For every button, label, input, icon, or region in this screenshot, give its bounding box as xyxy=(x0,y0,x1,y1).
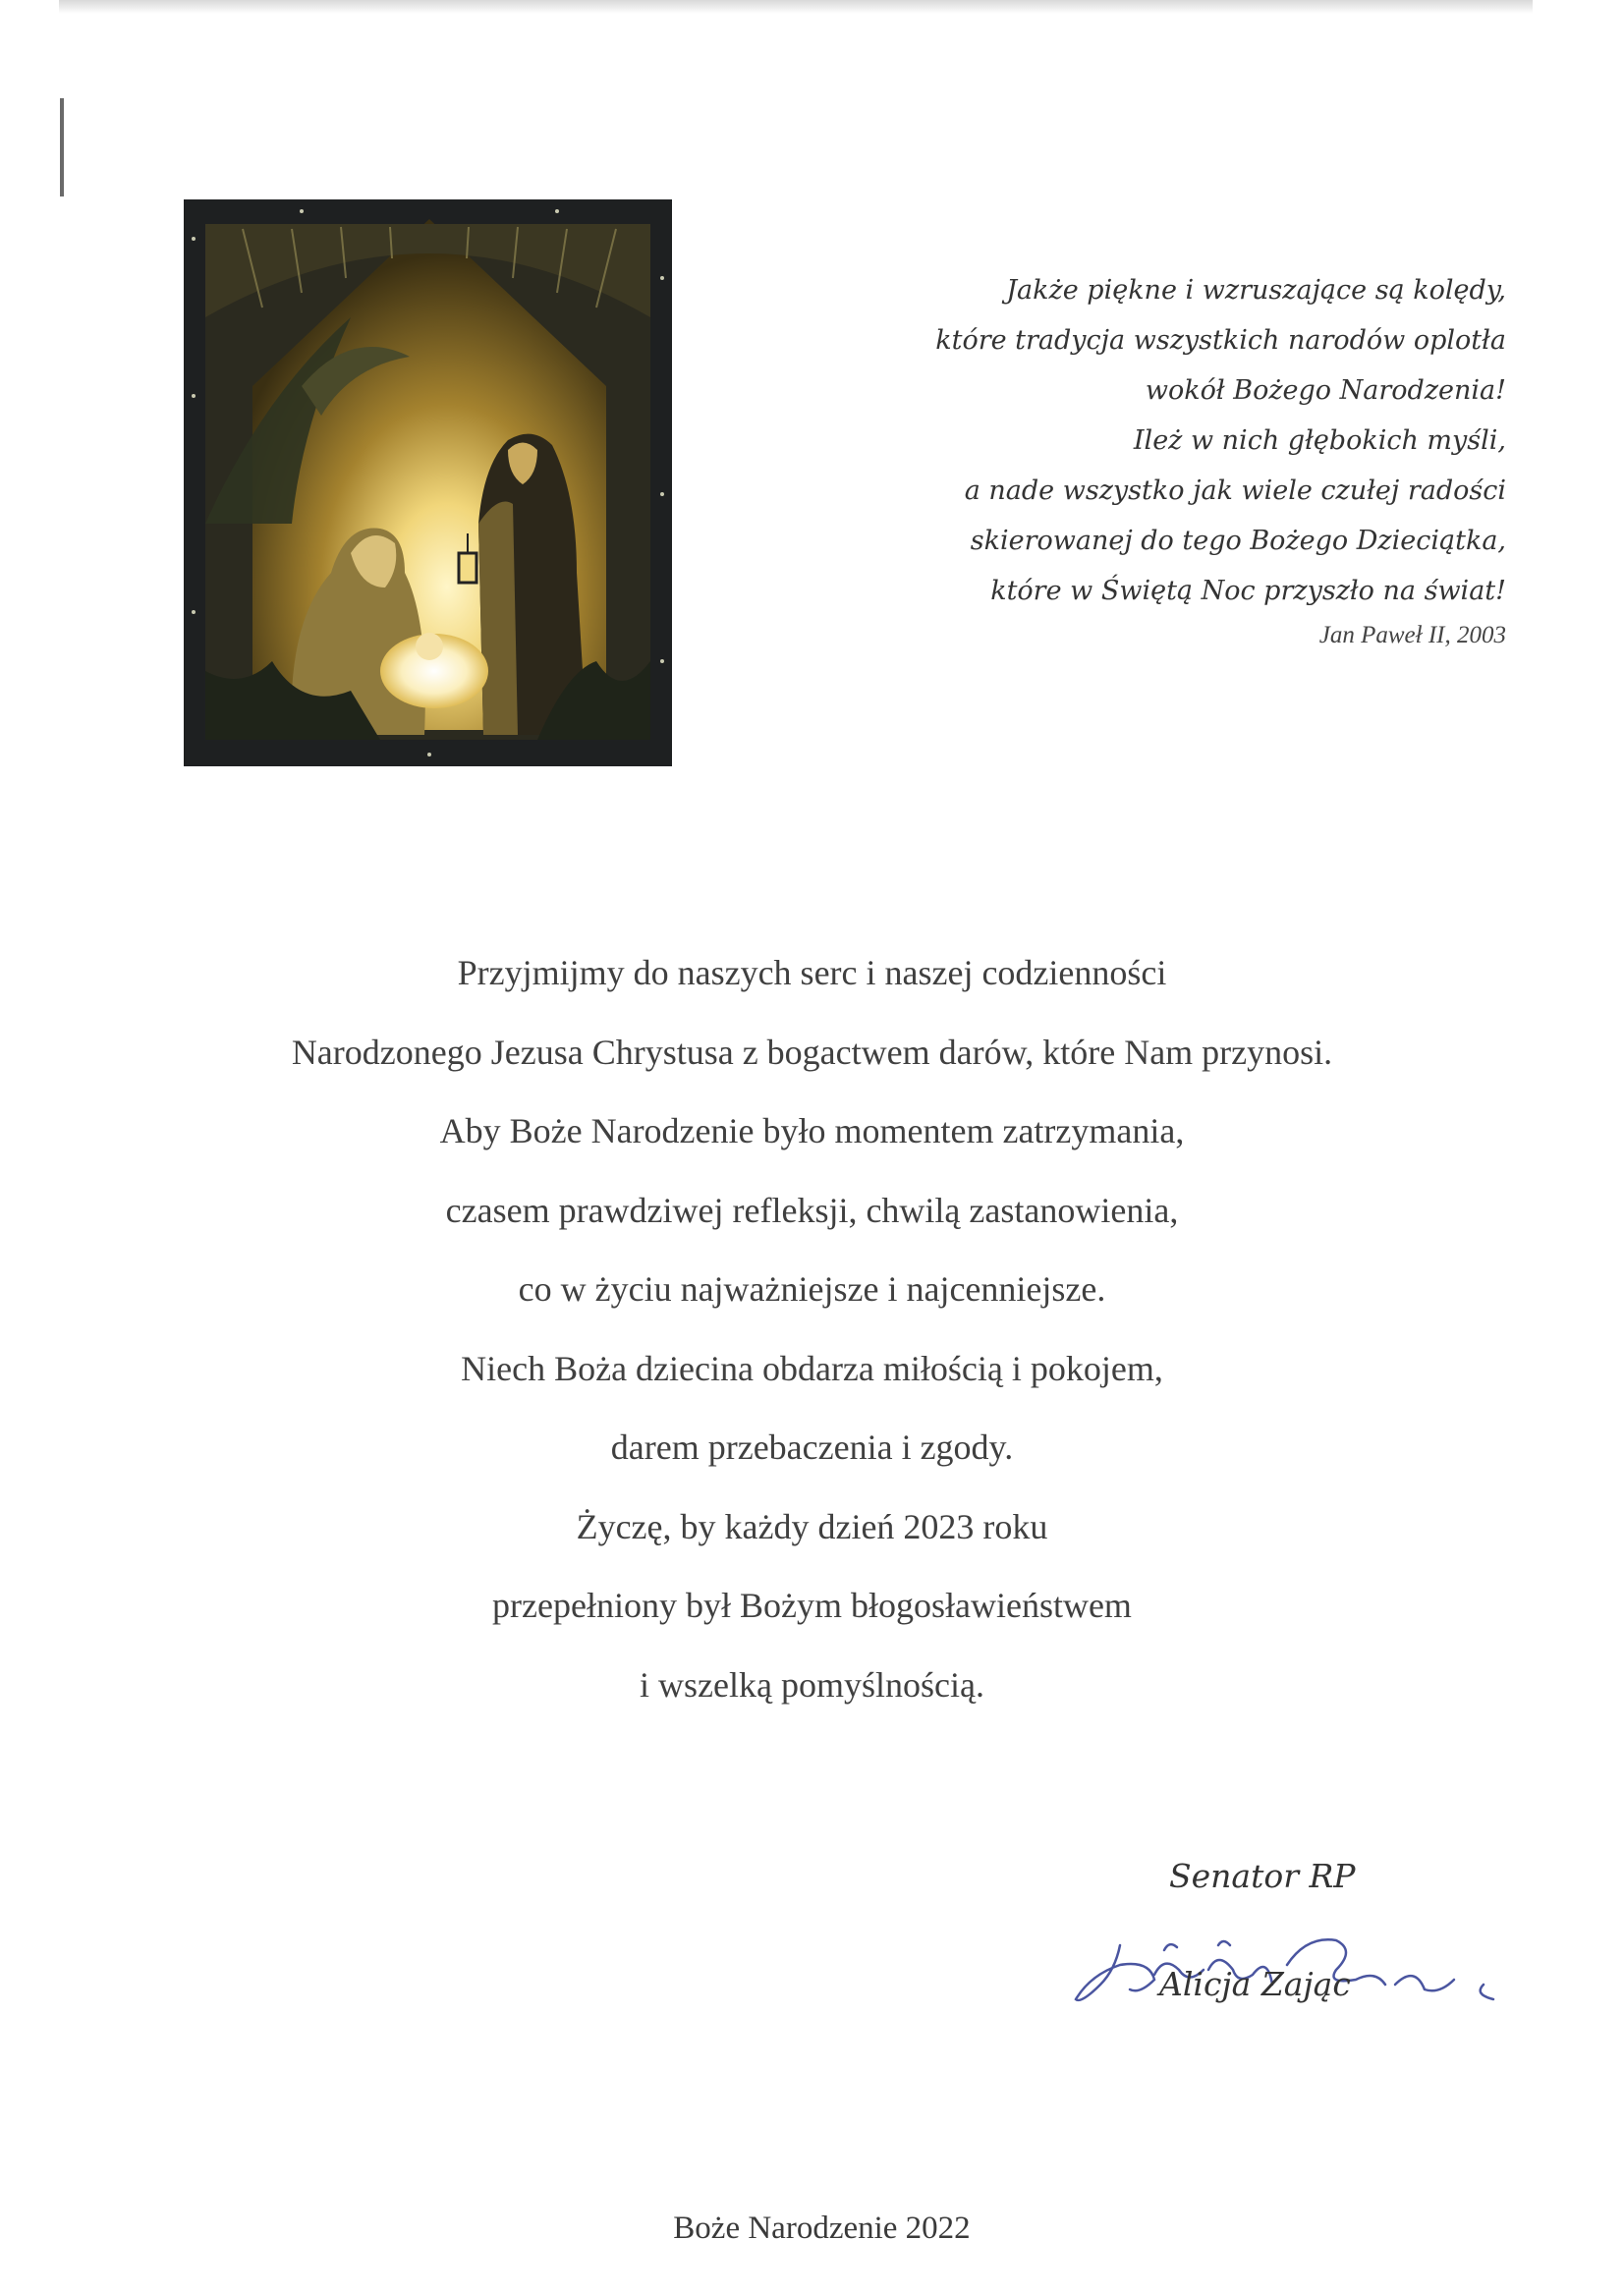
nativity-illustration xyxy=(184,199,672,766)
poem-line: Jakże piękne i wzruszające są kolędy, xyxy=(1006,275,1506,306)
nativity-scene-svg xyxy=(184,199,672,766)
signer-name: Alicja Zając xyxy=(1159,1965,1351,2003)
wishes-line: co w życiu najważniejsze i najcenniejsze. xyxy=(518,1269,1106,1309)
christmas-wishes xyxy=(0,943,1624,1734)
poem-line: Ileż w nich głębokich myśli, xyxy=(1133,425,1506,456)
scan-edge-shadow xyxy=(59,0,1533,14)
poem-author: Jan Paweł II, 2003 xyxy=(1318,622,1506,648)
poem-line: które tradycja wszystkich narodów oplotła xyxy=(935,325,1506,356)
poem-quote xyxy=(818,265,1506,655)
wishes-line: przepełniony był Bożym błogosławieństwem xyxy=(492,1586,1132,1625)
wishes-line: Narodzonego Jezusa Chrystusa z bogactwem darów, które Nam przynosi. xyxy=(291,1032,1333,1072)
signer-title: Senator RP xyxy=(1169,1857,1356,1895)
poem-line: które w Świętą Noc przyszło na świat! xyxy=(990,576,1506,606)
signature-block xyxy=(1061,1857,1572,2034)
wishes-line: Przyjmijmy do naszych serc i naszej codzienności xyxy=(457,953,1167,992)
scan-margin-mark xyxy=(60,98,64,196)
wishes-line: i wszelką pomyślnością. xyxy=(640,1664,984,1705)
wishes-line: Aby Boże Narodzenie było momentem zatrzymania, xyxy=(439,1111,1185,1150)
footer-date: Boże Narodzenie 2022 xyxy=(673,2211,971,2246)
wishes-line: Niech Boża dziecina obdarza miłością i pokojem, xyxy=(461,1348,1163,1388)
wishes-line: Życzę, by każdy dzień 2023 roku xyxy=(576,1506,1048,1546)
wishes-line: darem przebaczenia i zgody. xyxy=(610,1428,1014,1467)
wishes-line: czasem prawdziwej refleksji, chwilą zastanowienia, xyxy=(445,1190,1179,1230)
poem-line: skierowanej do tego Bożego Dzieciątka, xyxy=(970,526,1506,556)
poem-line: a nade wszystko jak wiele czułej radości xyxy=(964,476,1506,506)
poem-line: wokół Bożego Narodzenia! xyxy=(1145,375,1506,406)
